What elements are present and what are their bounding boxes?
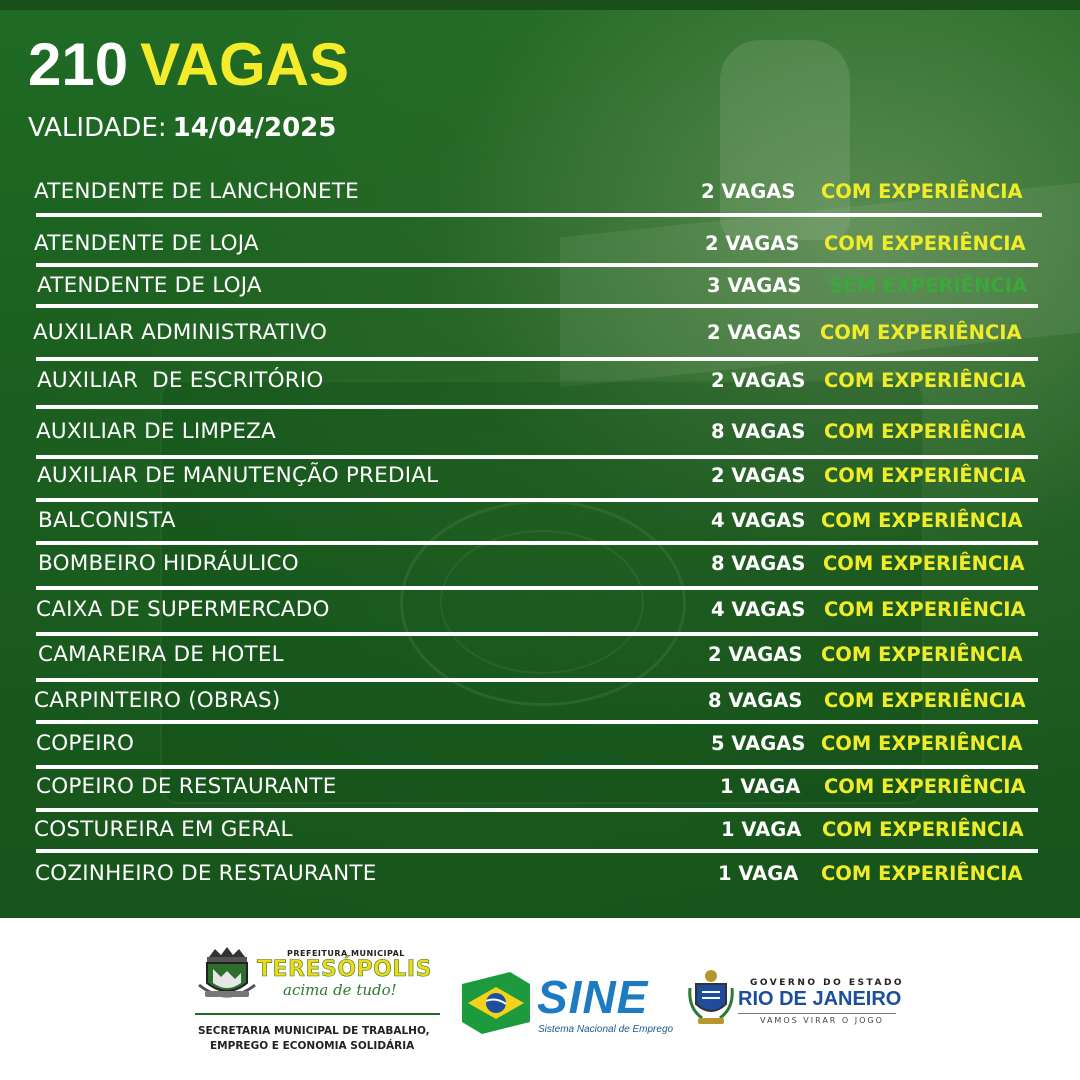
job-title: BOMBEIRO HIDRÁULICO	[38, 551, 299, 576]
headline-word: VAGAS	[140, 31, 350, 98]
job-quantity: 1 VAGA	[721, 818, 802, 841]
city-coat-of-arms-icon	[195, 945, 259, 1005]
job-title: ATENDENTE DE LOJA	[34, 231, 259, 256]
job-row	[0, 640, 1080, 670]
job-experience: COM EXPERIÊNCIA	[823, 552, 1025, 575]
validity-line	[28, 110, 336, 146]
job-title: COPEIRO	[36, 731, 135, 756]
job-row	[0, 859, 1080, 889]
rubber-stamp-shape	[720, 40, 850, 240]
job-experience: COM EXPERIÊNCIA	[824, 464, 1026, 487]
job-quantity: 4 VAGAS	[711, 509, 806, 532]
job-title: AUXILIAR DE ESCRITÓRIO	[37, 368, 324, 393]
job-title: AUXILIAR ADMINISTRATIVO	[33, 320, 328, 345]
divider	[738, 1013, 896, 1014]
row-divider	[36, 720, 1038, 724]
job-row	[0, 549, 1080, 579]
job-row	[0, 815, 1080, 845]
rio-de-janeiro-logo	[688, 968, 903, 1038]
job-row	[0, 595, 1080, 625]
job-row	[0, 506, 1080, 536]
job-quantity: 8 VAGAS	[711, 420, 806, 443]
job-title: CARPINTEIRO (OBRAS)	[34, 688, 281, 713]
job-row	[0, 772, 1080, 802]
teresopolis-org: PREFEITURA MUNICIPAL	[287, 949, 405, 958]
row-divider	[36, 849, 1038, 853]
job-row	[0, 271, 1080, 301]
job-experience: COM EXPERIÊNCIA	[824, 232, 1026, 255]
job-quantity: 4 VAGAS	[711, 598, 806, 621]
sine-name: SINE	[537, 971, 649, 1023]
job-quantity: 2 VAGAS	[707, 321, 802, 344]
job-title: CAIXA DE SUPERMERCADO	[36, 597, 330, 622]
row-divider	[36, 498, 1038, 502]
job-experience: COM EXPERIÊNCIA	[821, 643, 1023, 666]
job-quantity: 1 VAGA	[718, 862, 799, 885]
row-divider	[36, 455, 1038, 459]
job-row	[0, 177, 1080, 207]
teresopolis-name: TERESÓPOLIS	[257, 957, 432, 982]
job-quantity: 2 VAGAS	[708, 643, 803, 666]
row-divider	[36, 678, 1038, 682]
sine-logo	[462, 970, 672, 1040]
job-experience: COM EXPERIÊNCIA	[824, 420, 1026, 443]
job-experience: COM EXPERIÊNCIA	[821, 862, 1023, 885]
row-divider	[36, 808, 1038, 812]
job-quantity: 2 VAGAS	[701, 180, 796, 203]
row-divider	[36, 405, 1038, 409]
job-experience: COM EXPERIÊNCIA	[824, 598, 1026, 621]
row-divider	[36, 263, 1038, 267]
row-divider	[36, 304, 1038, 308]
job-experience: COM EXPERIÊNCIA	[821, 180, 1023, 203]
footer-logos	[0, 918, 1080, 1080]
job-title: AUXILIAR DE LIMPEZA	[36, 419, 276, 444]
row-divider	[36, 357, 1038, 361]
job-row	[0, 366, 1080, 396]
job-row	[0, 729, 1080, 759]
job-title: ATENDENTE DE LOJA	[37, 273, 262, 298]
validity-label: VALIDADE:	[28, 113, 167, 143]
row-divider	[36, 586, 1038, 590]
headline	[28, 30, 349, 100]
job-title: COSTUREIRA EM GERAL	[34, 817, 293, 842]
job-row	[0, 318, 1080, 348]
job-quantity: 2 VAGAS	[711, 369, 806, 392]
job-experience: COM EXPERIÊNCIA	[821, 732, 1023, 755]
job-experience: COM EXPERIÊNCIA	[821, 509, 1023, 532]
job-experience: COM EXPERIÊNCIA	[824, 689, 1026, 712]
job-title: ATENDENTE DE LANCHONETE	[34, 179, 359, 204]
job-experience: SEM EXPERIÊNCIA	[829, 274, 1028, 297]
job-row	[0, 417, 1080, 447]
divider	[195, 1013, 440, 1015]
job-quantity: 1 VAGA	[720, 775, 801, 798]
state-coat-of-arms-icon	[688, 968, 734, 1026]
job-experience: COM EXPERIÊNCIA	[824, 369, 1026, 392]
row-divider	[36, 765, 1038, 769]
job-experience: COM EXPERIÊNCIA	[820, 321, 1022, 344]
job-quantity: 2 VAGAS	[705, 232, 800, 255]
rio-government: GOVERNO DO ESTADO	[750, 978, 905, 988]
department-line-1: SECRETARIA MUNICIPAL DE TRABALHO,	[198, 1025, 430, 1037]
job-title: BALCONISTA	[38, 508, 176, 533]
job-quantity: 3 VAGAS	[707, 274, 802, 297]
job-row	[0, 686, 1080, 716]
top-band	[0, 0, 1080, 10]
rio-name: RIO DE JANEIRO	[738, 988, 902, 1010]
department-line-2: EMPREGO E ECONOMIA SOLIDÁRIA	[210, 1040, 415, 1052]
headline-count: 210	[28, 31, 129, 98]
job-quantity: 2 VAGAS	[711, 464, 806, 487]
teresopolis-slogan: acima de tudo!	[283, 981, 397, 999]
row-divider	[36, 213, 1042, 217]
job-title: COPEIRO DE RESTAURANTE	[36, 774, 337, 799]
rio-slogan: VAMOS VIRAR O JOGO	[760, 1016, 884, 1025]
job-quantity: 8 VAGAS	[708, 689, 803, 712]
brazil-flag-emblem-icon	[462, 972, 530, 1034]
teresopolis-logo	[195, 943, 440, 1058]
job-experience: COM EXPERIÊNCIA	[824, 775, 1026, 798]
job-title: CAMAREIRA DE HOTEL	[38, 642, 284, 667]
job-quantity: 5 VAGAS	[711, 732, 806, 755]
row-divider	[36, 632, 1038, 636]
sine-subtitle: Sistema Nacional de Emprego	[538, 1024, 674, 1035]
job-row	[0, 229, 1080, 259]
job-row	[0, 461, 1080, 491]
row-divider	[36, 541, 1038, 545]
job-title: COZINHEIRO DE RESTAURANTE	[35, 861, 377, 886]
job-title: AUXILIAR DE MANUTENÇÃO PREDIAL	[37, 463, 439, 488]
job-experience: COM EXPERIÊNCIA	[822, 818, 1024, 841]
job-quantity: 8 VAGAS	[711, 552, 806, 575]
validity-date: 14/04/2025	[172, 113, 337, 143]
